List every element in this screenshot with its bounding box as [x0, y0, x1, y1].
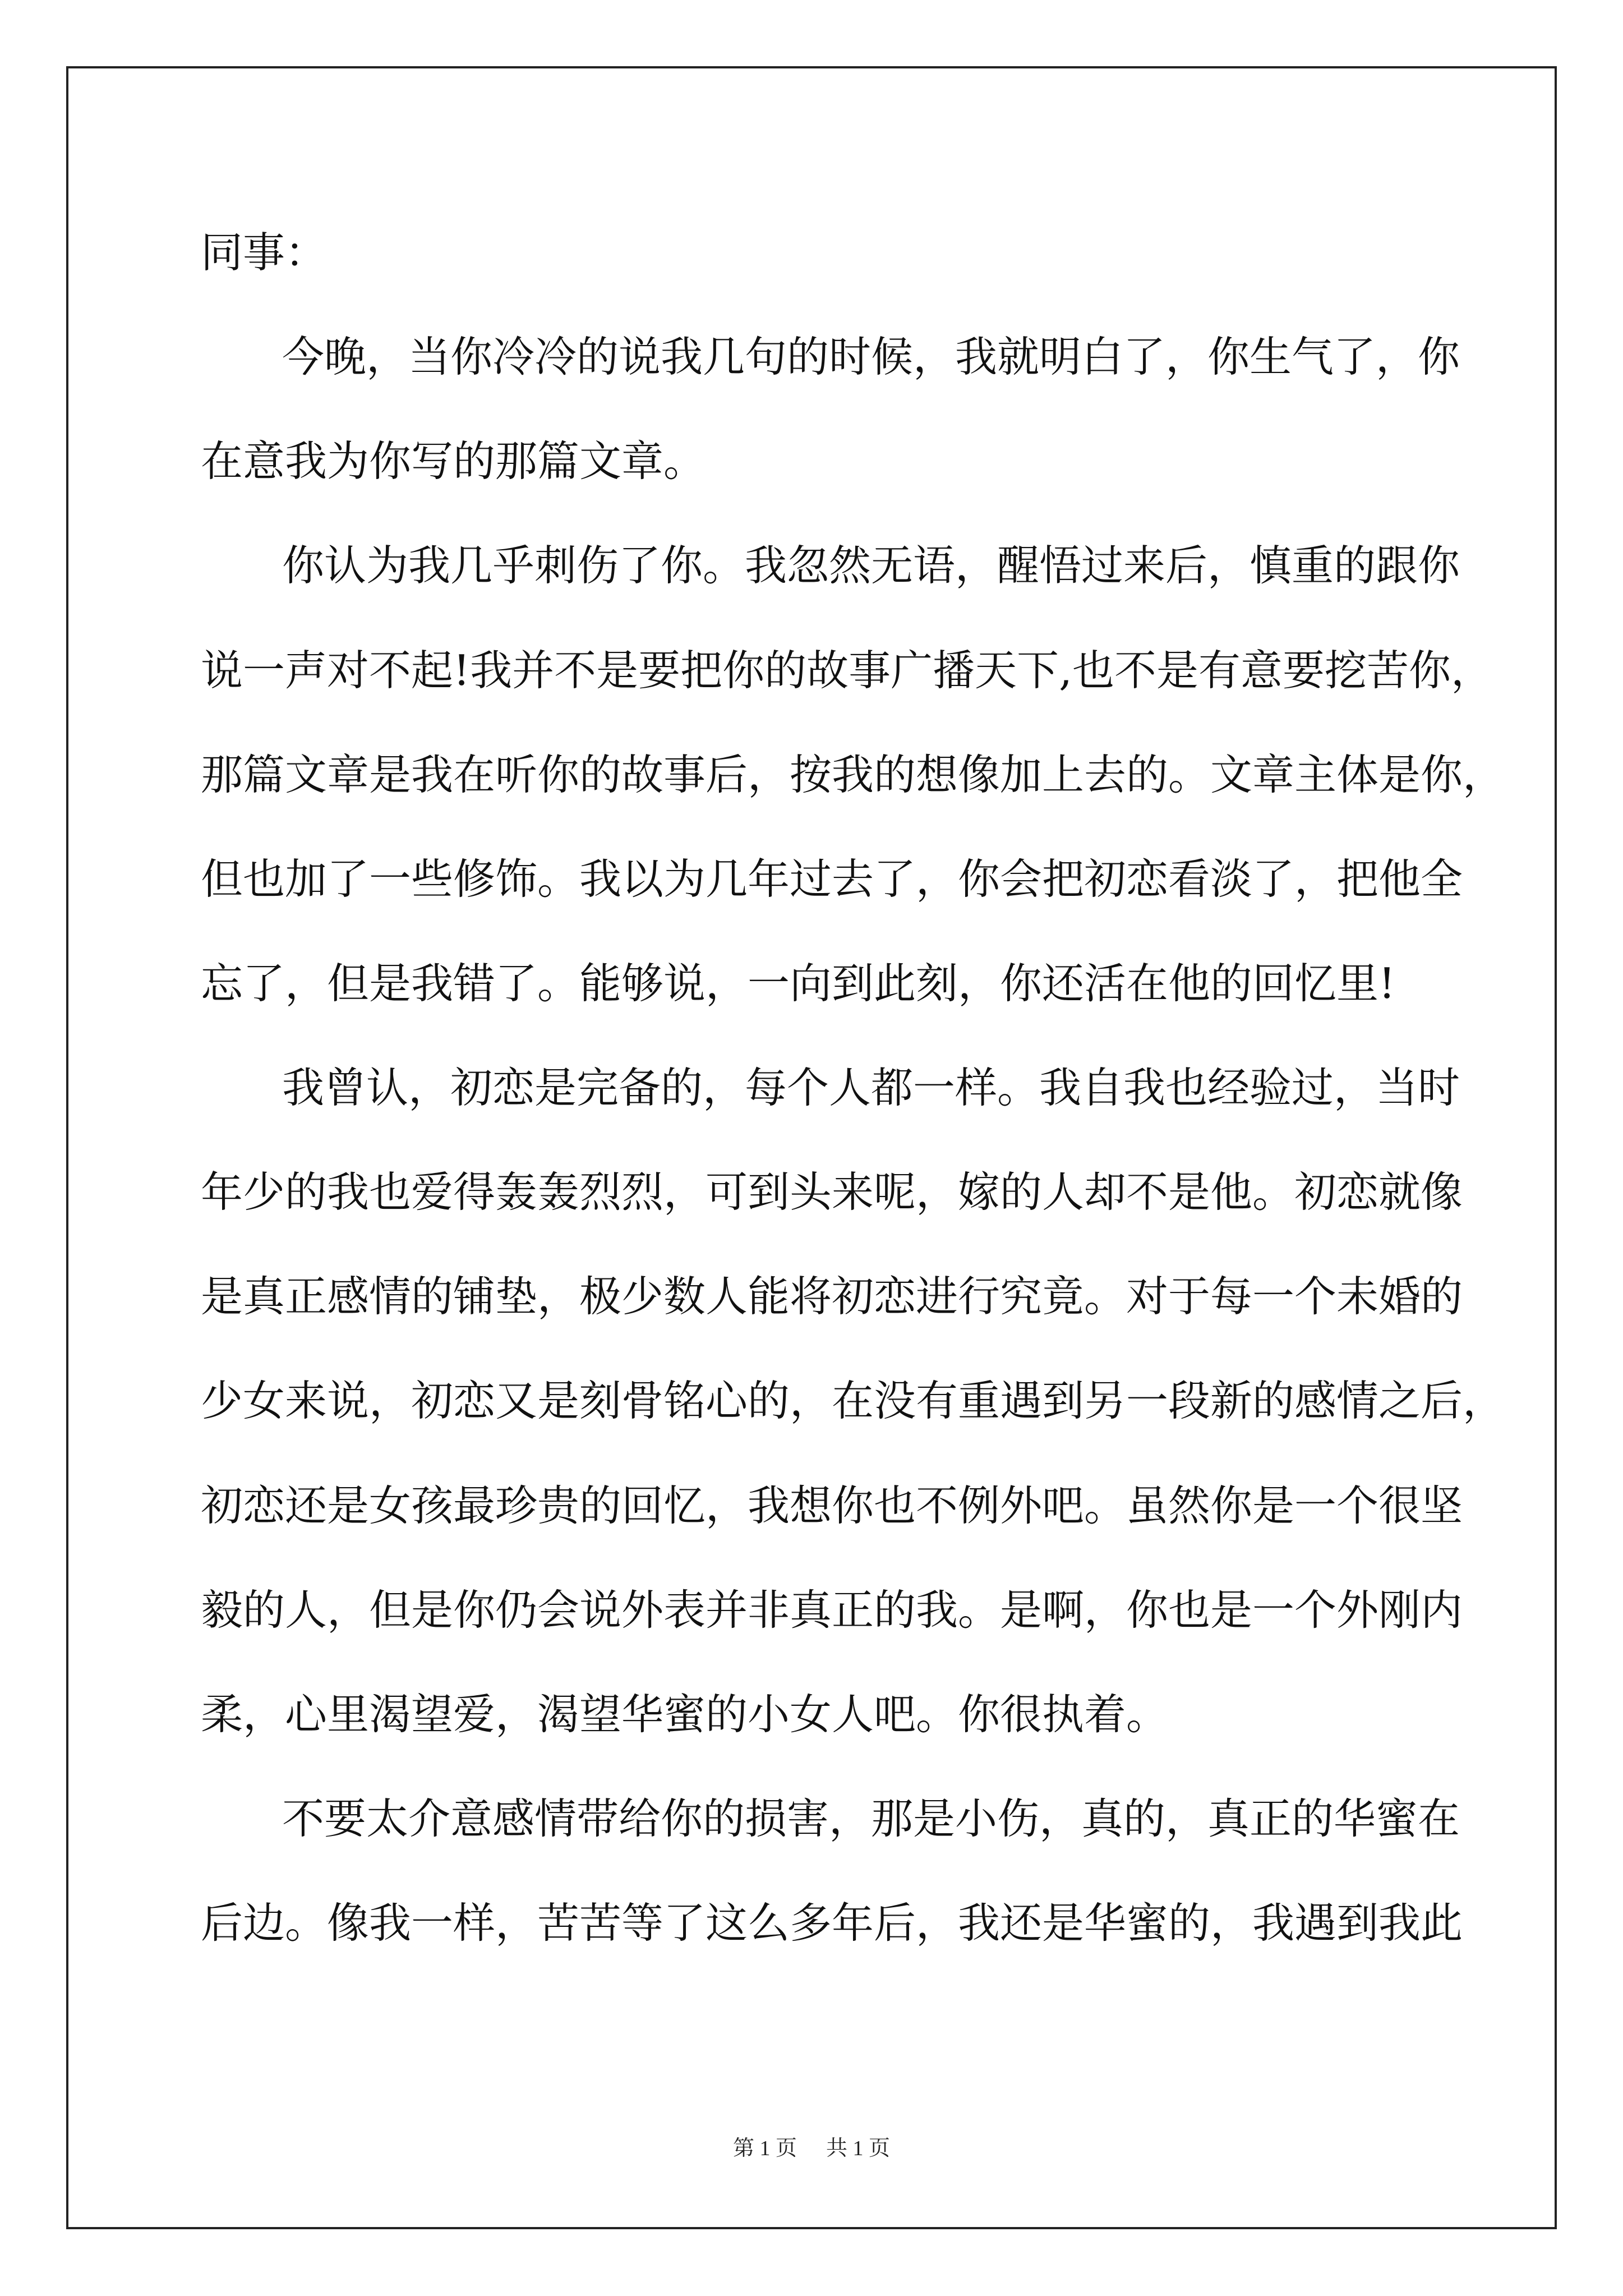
greeting: 同事： [201, 228, 328, 277]
page-number: 第 1 页 [732, 2137, 797, 2160]
text-line: 毅的人，但是你仍会说外表并非真正的我。是啊，你也是一个外刚内 [201, 1585, 1463, 1635]
text-line: 今晚，当你冷冷的说我几句的时候，我就明白了，你生气了，你 [282, 332, 1460, 381]
text-line: 你认为我几乎刺伤了你。我忽然无语，醒悟过来后，慎重的跟你 [282, 541, 1460, 590]
text-line: 那篇文章是我在听你的故事后，按我的想像加上去的。文章主体是你， [201, 750, 1505, 799]
text-line: 少女来说，初恋又是刻骨铭心的，在没有重遇到另一段新的感情之后， [201, 1376, 1505, 1425]
text-line: 年少的我也爱得轰轰烈烈，可到头来呢，嫁的人却不是他。初恋就像 [201, 1167, 1463, 1217]
text-line: 是真正感情的铺垫，极少数人能将初恋进行究竟。对于每一个未婚的 [201, 1272, 1463, 1321]
page-footer [0, 2132, 1623, 2165]
text-line: 我曾认，初恋是完备的，每个人都一样。我自我也经验过，当时 [282, 1063, 1460, 1112]
text-line: 说一声对不起!我并不是要把你的故事广播天下,也不是有意要挖苦你， [201, 646, 1493, 695]
text-line: 在意我为你写的那篇文章。 [201, 436, 706, 486]
text-line: 初恋还是女孩最珍贵的回忆，我想你也不例外吧。虽然你是一个很坚 [201, 1481, 1463, 1530]
text-line: 忘了，但是我错了。能够说，一向到此刻，你还活在他的回忆里! [201, 959, 1396, 1008]
text-line: 但也加了一些修饰。我以为几年过去了，你会把初恋看淡了，把他全 [201, 854, 1463, 904]
text-line: 不要太介意感情带给你的损害，那是小伤，真的，真正的华蜜在 [282, 1794, 1460, 1843]
text-line: 后边。像我一样，苦苦等了这么多年后，我还是华蜜的，我遇到我此 [201, 1898, 1463, 1948]
text-line: 柔，心里渴望爱，渴望华蜜的小女人吧。你很执着。 [201, 1690, 1169, 1739]
page-total: 共 1 页 [826, 2137, 891, 2160]
